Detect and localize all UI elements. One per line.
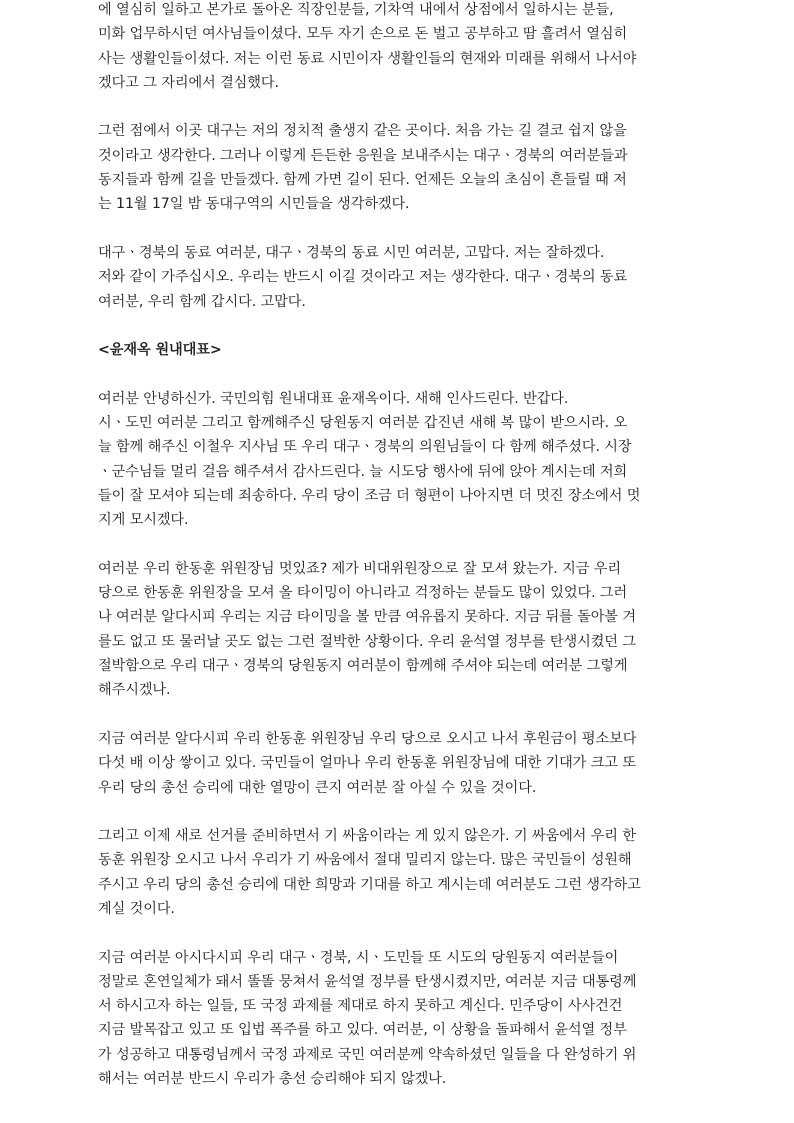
text-line: 는 11월 17일 밤 동대구역의 시민들을 생각하겠다. bbox=[98, 196, 410, 213]
paragraph-3 bbox=[98, 241, 698, 314]
paragraph-5 bbox=[98, 387, 698, 533]
text-line: 지게 모시겠다. bbox=[98, 512, 189, 529]
text-line: 지금 여러분 아시다시피 우리 대구ㆍ경북, 시ㆍ도민들 또 시도의 당원동지 여러분들이 bbox=[98, 949, 619, 966]
text-line: 대구ㆍ경북의 동료 여러분, 대구ㆍ경북의 동료 시민 여러분, 고맙다. 저는 잘하겠다. bbox=[98, 244, 605, 261]
paragraph-2 bbox=[98, 119, 698, 216]
paragraph-gap bbox=[98, 533, 698, 557]
text-line: 저와 같이 가주십시오. 우리는 반드시 이길 것이라고 저는 생각한다. 대구ㆍ경북의 동료 bbox=[98, 269, 628, 286]
text-line: 그런 점에서 이곳 대구는 저의 정치적 출생지 같은 곳이다. 처음 가는 길 결코 쉽지 않을 bbox=[98, 123, 627, 140]
text-line: 계실 것이다. bbox=[98, 900, 175, 917]
paragraph-1 bbox=[98, 0, 698, 95]
speaker-heading: <윤재옥 원내대표> bbox=[98, 342, 222, 359]
text-line: 여러분 우리 한동훈 위원장님 멋있죠? 제가 비대위원장으로 잘 모셔 왔는가. 지금 우리 bbox=[98, 560, 621, 577]
text-line: 지금 발목잡고 있고 또 입법 폭주를 하고 있다. 여러분, 이 상황을 돌파해서 윤석열 정부 bbox=[98, 1022, 627, 1039]
paragraph-7 bbox=[98, 727, 698, 800]
text-line: 절박함으로 우리 대구ㆍ경북의 당원동지 여러분이 함께해 주셔야 되는데 여러분 그렇게 bbox=[98, 658, 628, 675]
paragraph-gap bbox=[98, 362, 698, 386]
text-line: 정말로 혼연일체가 돼서 똘똘 뭉쳐서 윤석열 정부를 탄생시켰지만, 여러분 지금 대통령께 bbox=[98, 973, 637, 990]
text-line: 겠다고 그 자리에서 결심했다. bbox=[98, 74, 279, 91]
text-line: 주시고 우리 당의 총선 승리에 대한 희망과 기대를 하고 계시는데 여러분도 그런 생각하고 bbox=[98, 876, 641, 893]
text-line: ㆍ군수님들 멀리 걸음 해주셔서 감사드린다. 늘 시도당 행사에 뒤에 앉아 계시는데 저희 bbox=[98, 463, 628, 480]
text-line: 동훈 위원장 오시고 나서 우리가 기 싸움에서 절대 밀리지 않는다. 많은 국민들이 성원해 bbox=[98, 852, 632, 869]
text-line: 들이 잘 모셔야 되는데 죄송하다. 우리 당이 조금 더 형편이 나아지면 더 멋진 장소에서 멋 bbox=[98, 487, 641, 504]
text-line: 해서는 여러분 반드시 우리가 총선 승리해야 되지 않겠나. bbox=[98, 1071, 447, 1088]
paragraph-gap bbox=[98, 217, 698, 241]
text-line: 사는 생활인들이셨다. 저는 이런 동료 시민이자 생활인들의 현재와 미래를 위해서 나서야 bbox=[98, 50, 637, 67]
section-heading bbox=[98, 338, 698, 362]
text-line: 를도 없고 또 물러날 곳도 없는 그런 절박한 상황이다. 우리 윤석열 정부를 탄생시켰던 그 bbox=[98, 633, 636, 650]
text-line: 가 성공하고 대통령님께서 국정 과제로 국민 여러분께 약속하셨던 일들을 다 완성하기 위 bbox=[98, 1046, 637, 1063]
paragraph-gap bbox=[98, 921, 698, 945]
paragraph-gap bbox=[98, 95, 698, 119]
paragraph-8 bbox=[98, 824, 698, 921]
text-line: 다섯 배 이상 쌓이고 있다. 국민들이 얼마나 우리 한동훈 위원장님에 대한 기대가 크고 또 bbox=[98, 755, 636, 772]
text-line: 여러분, 우리 함께 갑시다. 고맙다. bbox=[98, 293, 306, 310]
paragraph-6 bbox=[98, 557, 698, 703]
text-line: 동지들과 함께 길을 만들겠다. 함께 가면 길이 된다. 언제든 오늘의 초심이 흔들릴 때 저 bbox=[98, 172, 627, 189]
text-line: 그리고 이제 새로 선거를 준비하면서 기 싸움이라는 게 있지 않은가. 기 싸움에서 우리 한 bbox=[98, 828, 636, 845]
text-line: 에 열심히 일하고 본가로 돌아온 직장인분들, 기차역 내에서 상점에서 일하시는 분들, bbox=[98, 2, 614, 18]
text-line: 시ㆍ도민 여러분 그리고 함께해주신 당원동지 여러분 갑진년 새해 복 많이 받으시라. 오 bbox=[98, 415, 628, 432]
text-line: 서 하시고자 하는 일들, 또 국정 과제를 제대로 하지 못하고 계신다. 민주당이 사사건건 bbox=[98, 998, 623, 1015]
text-line: 우리 당의 총선 승리에 대한 열망이 큰지 여러분 잘 아실 수 있을 것이다. bbox=[98, 779, 537, 796]
paragraph-9 bbox=[98, 946, 698, 1092]
paragraph-gap bbox=[98, 314, 698, 338]
text-line: 미화 업무하시던 여사님들이셨다. 모두 자기 손으로 돈 벌고 공부하고 땀 흘려서 열심히 bbox=[98, 26, 628, 43]
text-line: 지금 여러분 알다시피 우리 한동훈 위원장님 우리 당으로 오시고 나서 후원금이 평소보다 bbox=[98, 730, 637, 747]
paragraph-gap bbox=[98, 703, 698, 727]
text-line: 늘 함께 해주신 이철우 지사님 또 우리 대구ㆍ경북의 의원님들이 다 함께 해주셨다. 시장 bbox=[98, 439, 632, 456]
document-page bbox=[98, 0, 698, 1091]
paragraph-gap bbox=[98, 800, 698, 824]
text-line: 여러분 안녕하신가. 국민의힘 원내대표 윤재옥이다. 새해 인사드린다. 반갑다. bbox=[98, 390, 569, 407]
text-line: 해주시겠나. bbox=[98, 682, 171, 699]
text-line: 당으로 한동훈 위원장을 모셔 올 타이밍이 아니라고 걱정하는 분들도 많이 있었다. 그러 bbox=[98, 585, 628, 602]
text-line: 것이라고 생각한다. 그러나 이렇게 든든한 응원을 보내주시는 대구ㆍ경북의 여러분들과 bbox=[98, 147, 628, 164]
text-line: 나 여러분 알다시피 우리는 지금 타이밍을 볼 만큼 여유롭지 못하다. 지금 뒤를 돌아볼 겨 bbox=[98, 609, 636, 626]
